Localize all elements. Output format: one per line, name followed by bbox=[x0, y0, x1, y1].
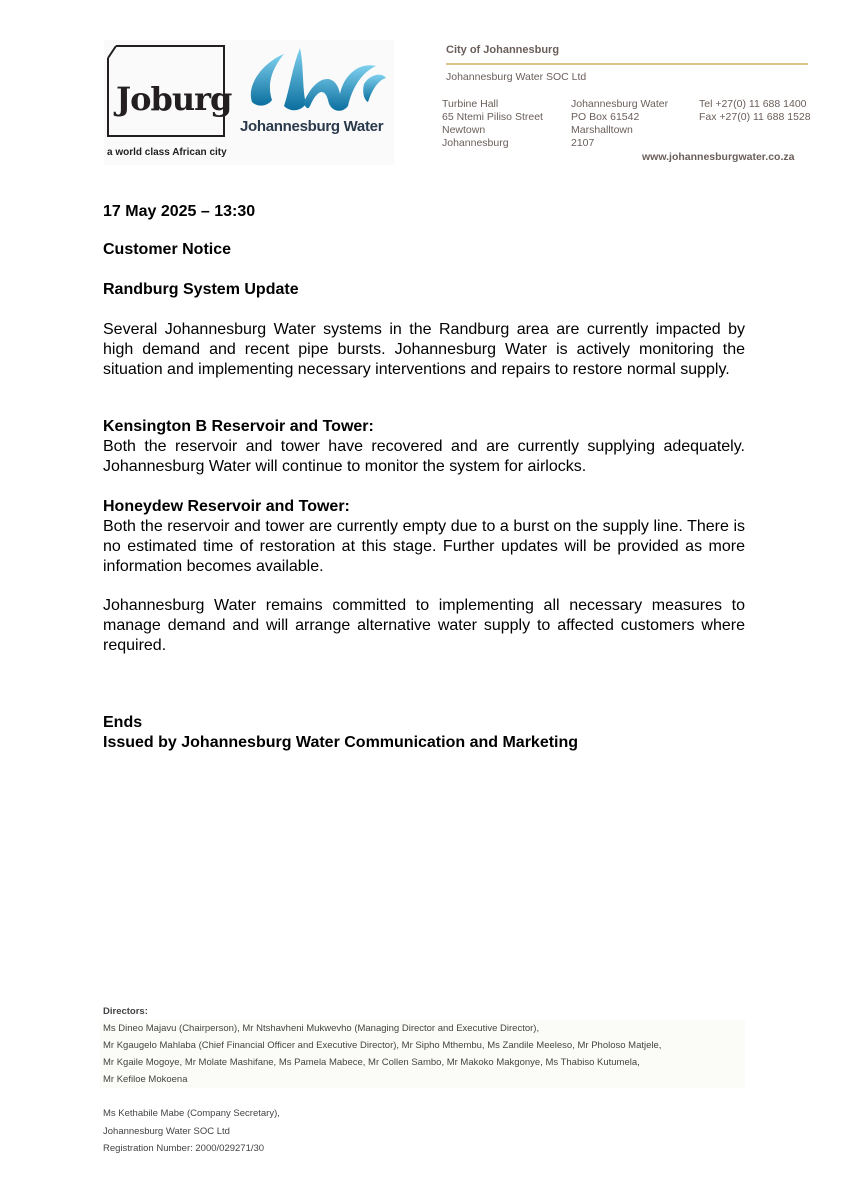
section-honeydew bbox=[103, 497, 745, 577]
directors-line: Mr Kefiloe Mokoena bbox=[103, 1074, 188, 1085]
section-kensington bbox=[103, 417, 745, 477]
address-line: Marshalltown bbox=[571, 124, 633, 136]
johannesburg-water-logo-text: Johannesburg Water bbox=[240, 118, 384, 135]
section-heading: Kensington B Reservoir and Tower: bbox=[103, 418, 374, 435]
johannesburg-water-logo-icon bbox=[244, 44, 389, 119]
address-line: Johannesburg bbox=[442, 137, 509, 149]
section-heading: Honeydew Reservoir and Tower: bbox=[103, 498, 350, 515]
intro-paragraph: Several Johannesburg Water systems in the Randburg area are currently impacted by high demand and recent pipe bursts. Johannesburg Water is actively monitoring the situation and implementing necessary interventions and repairs to restore normal supply. bbox=[103, 321, 745, 378]
company-name: Johannesburg Water SOC Ltd bbox=[446, 71, 587, 83]
notice-date: 17 May 2025 – 13:30 bbox=[103, 203, 256, 220]
directors-line: Mr Kgaile Mogoye, Mr Molate Mashifane, Ms Pamela Mabece, Mr Collen Sambo, Mr Makoko Makgonye, Ms Thabiso Kutumela, bbox=[103, 1057, 640, 1068]
closing-paragraph: Johannesburg Water remains committed to implementing all necessary measures to manage demand and will arrange alternative water supply to affected customers where required. bbox=[103, 597, 745, 654]
footer-company: Johannesburg Water SOC Ltd bbox=[103, 1126, 230, 1137]
city-title: City of Johannesburg bbox=[446, 44, 560, 56]
address-line: Johannesburg Water bbox=[571, 98, 669, 110]
ends-marker: Ends bbox=[103, 714, 143, 731]
directors-line: Ms Dineo Majavu (Chairperson), Mr Ntshavheni Mukwevho (Managing Director and Executive Director), bbox=[103, 1023, 540, 1034]
contact-details bbox=[699, 98, 811, 124]
website-link[interactable]: www.johannesburgwater.co.za bbox=[642, 151, 795, 163]
address-line: Newtown bbox=[442, 124, 486, 136]
joburg-tagline: a world class African city bbox=[107, 147, 227, 158]
address-line: 2107 bbox=[571, 137, 595, 149]
address-line: Turbine Hall bbox=[442, 98, 499, 110]
notice-title: Randburg System Update bbox=[103, 281, 299, 298]
notice-type: Customer Notice bbox=[103, 241, 232, 258]
directors-label: Directors: bbox=[103, 1006, 148, 1017]
registration-number: Registration Number: 2000/029271/30 bbox=[103, 1143, 265, 1154]
telephone: Tel +27(0) 11 688 1400 bbox=[699, 98, 807, 110]
section-text: Both the reservoir and tower have recovered and are currently supplying adequately. Johannesburg Water will continue to monitor the system for airlocks. bbox=[103, 438, 745, 475]
address-line: PO Box 61542 bbox=[571, 111, 640, 123]
company-secretary: Ms Kethabile Mabe (Company Secretary), bbox=[103, 1108, 280, 1119]
issued-by: Issued by Johannesburg Water Communication and Marketing bbox=[103, 734, 579, 751]
directors-line: Mr Kgaugelo Mahlaba (Chief Financial Officer and Executive Director), Mr Sipho Mthembu, Ms Zandile Meeleso, Mr Pholoso Matjele, bbox=[103, 1040, 662, 1051]
section-text: Both the reservoir and tower are currently empty due to a burst on the supply line. There is no estimated time of restoration at this stage. Further updates will be provided as more information becomes available. bbox=[103, 518, 745, 575]
address-line: 65 Ntemi Piliso Street bbox=[442, 111, 543, 123]
physical-address bbox=[442, 98, 543, 150]
joburg-logo-text: Joburg bbox=[116, 80, 232, 118]
fax: Fax +27(0) 11 688 1528 bbox=[699, 111, 811, 123]
postal-address bbox=[571, 98, 668, 150]
header-divider bbox=[446, 63, 808, 65]
